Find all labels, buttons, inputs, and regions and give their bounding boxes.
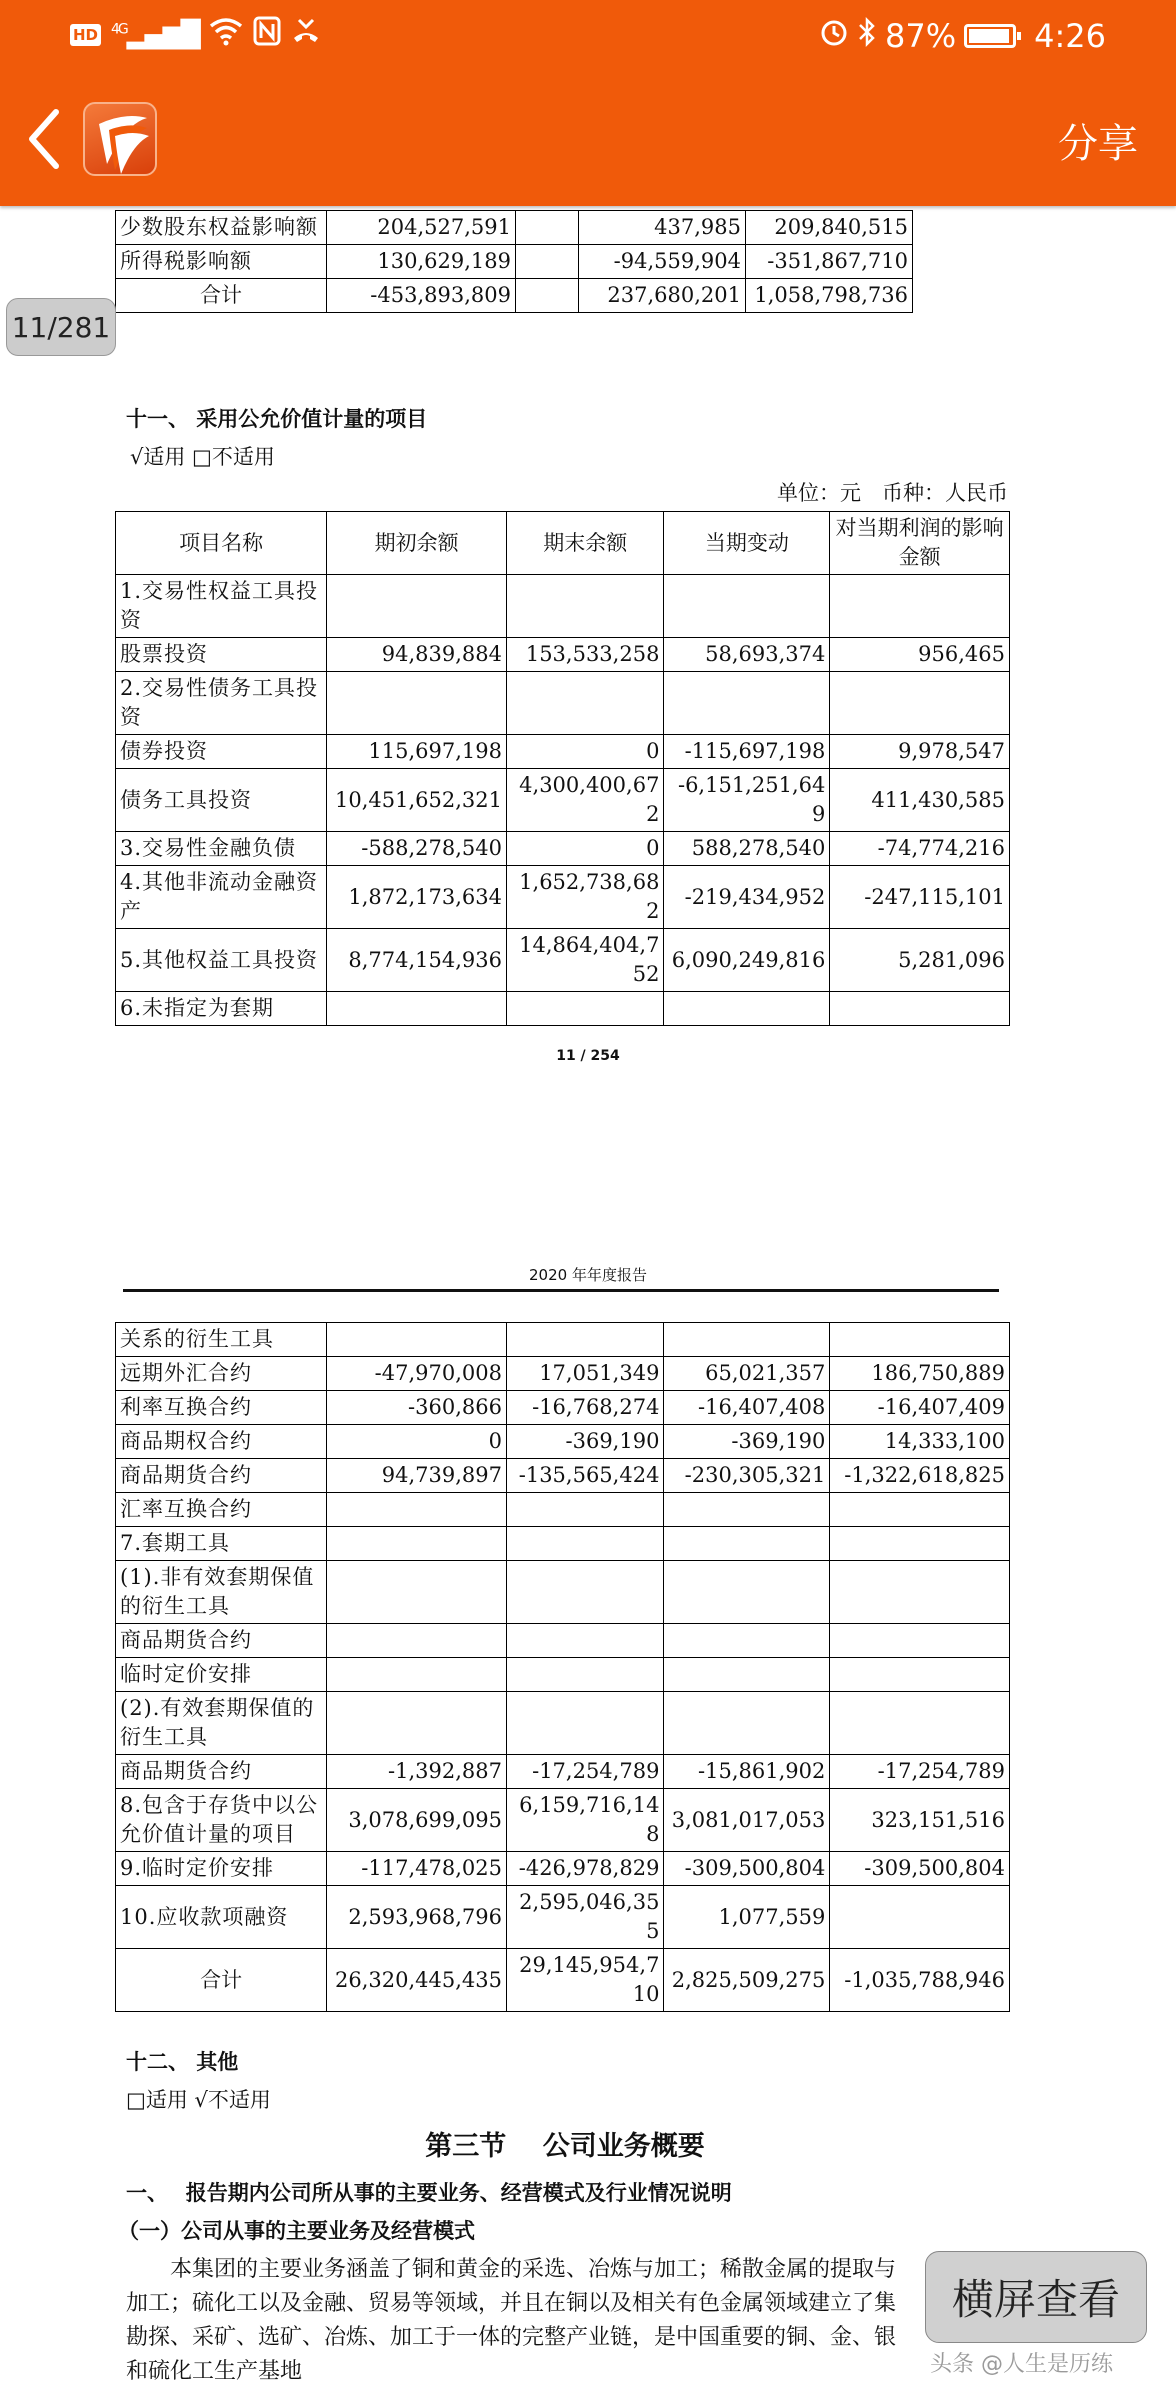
share-button[interactable]: 分享 — [1058, 121, 1138, 167]
cell — [506, 1692, 663, 1755]
battery-icon — [964, 24, 1016, 48]
cell — [327, 1527, 507, 1561]
cell: 323,151,516 — [830, 1789, 1010, 1852]
cell: -309,500,804 — [664, 1852, 830, 1886]
table-row — [116, 1852, 1010, 1886]
cell — [664, 1624, 830, 1658]
row-label: 6.未指定为套期 — [116, 992, 327, 1026]
row-label: 汇率互换合约 — [116, 1493, 327, 1527]
row-label: 3.交易性金融负债 — [116, 832, 327, 866]
cell: -369,190 — [664, 1425, 830, 1459]
cell — [506, 1493, 663, 1527]
cell: -15,861,902 — [664, 1755, 830, 1789]
cell — [327, 1658, 507, 1692]
network-type: 4G — [111, 21, 127, 38]
cell — [830, 1624, 1010, 1658]
table-row — [116, 832, 1010, 866]
cell: -351,867,710 — [746, 245, 913, 279]
cell: 1,872,173,634 — [327, 866, 507, 929]
cell — [506, 992, 663, 1026]
cell: 115,697,198 — [327, 735, 507, 769]
cell — [506, 1323, 663, 1357]
cell — [830, 672, 1010, 735]
table-row — [116, 1425, 1010, 1459]
table-row — [116, 1527, 1010, 1561]
row-label: 商品期权合约 — [116, 1425, 327, 1459]
header-profit-impact: 对当期利润的影响金额 — [830, 512, 1010, 575]
watermark: 头条 @人生是历练 — [930, 2352, 1113, 2377]
row-label: 利率互换合约 — [116, 1391, 327, 1425]
cell — [664, 1692, 830, 1755]
table-row — [116, 1624, 1010, 1658]
section-12-title: 十二、 其他 — [126, 2050, 239, 2074]
cell — [516, 211, 579, 245]
chapter-title: 第三节 公司业务概要 — [425, 2131, 705, 2162]
cell: 0 — [506, 735, 663, 769]
row-label: 合计 — [116, 1949, 327, 2012]
cell — [830, 1323, 1010, 1357]
cell: -588,278,540 — [327, 832, 507, 866]
cell — [327, 672, 507, 735]
table-row — [116, 1561, 1010, 1624]
cell: 6,090,249,816 — [664, 929, 830, 992]
cell: 9,978,547 — [830, 735, 1010, 769]
header-opening-balance: 期初余额 — [327, 512, 507, 575]
cell — [664, 575, 830, 638]
table-row — [116, 1391, 1010, 1425]
cell: -369,190 — [506, 1425, 663, 1459]
cell — [506, 1658, 663, 1692]
table-row — [116, 992, 1010, 1026]
cell: 10,451,652,321 — [327, 769, 507, 832]
battery-percent: 87% — [885, 17, 957, 55]
table-row-total — [116, 279, 913, 313]
cell: -17,254,789 — [830, 1755, 1010, 1789]
cell: 1,077,559 — [664, 1886, 830, 1949]
cell: -17,254,789 — [506, 1755, 663, 1789]
cell: 130,629,189 — [327, 245, 516, 279]
cell: 956,465 — [830, 638, 1010, 672]
cell — [327, 1561, 507, 1624]
row-label: 债务工具投资 — [116, 769, 327, 832]
cell: 3,078,699,095 — [327, 1789, 507, 1852]
row-label: 7.套期工具 — [116, 1527, 327, 1561]
cell: 94,739,897 — [327, 1459, 507, 1493]
cell — [327, 575, 507, 638]
table-row — [116, 1755, 1010, 1789]
cell: -74,774,216 — [830, 832, 1010, 866]
cell — [506, 1624, 663, 1658]
row-label: 商品期货合约 — [116, 1624, 327, 1658]
hd-icon: HD — [70, 24, 101, 46]
cell — [664, 672, 830, 735]
cell — [830, 1692, 1010, 1755]
nfc-icon — [253, 16, 281, 54]
table-row — [116, 245, 913, 279]
cell: -360,866 — [327, 1391, 507, 1425]
row-label: 关系的衍生工具 — [116, 1323, 327, 1357]
row-label: 10.应收款项融资 — [116, 1886, 327, 1949]
row-label: (2).有效套期保值的衍生工具 — [116, 1692, 327, 1755]
table-row — [116, 638, 1010, 672]
4g-signal-icon: $^{4G}$▂▄▆█ — [111, 20, 199, 50]
cell: 2,825,509,275 — [664, 1949, 830, 2012]
row-label: 临时定价安排 — [116, 1658, 327, 1692]
row-label: 少数股东权益影响额 — [116, 211, 327, 245]
cell — [830, 992, 1010, 1026]
table-row — [116, 1493, 1010, 1527]
cell — [830, 1561, 1010, 1624]
cell — [664, 1561, 830, 1624]
cell: -117,478,025 — [327, 1852, 507, 1886]
cell — [830, 1658, 1010, 1692]
table-row — [116, 866, 1010, 929]
table-row — [116, 1886, 1010, 1949]
cell — [664, 1527, 830, 1561]
cell — [506, 672, 663, 735]
cell: -94,559,904 — [579, 245, 746, 279]
back-button[interactable] — [24, 104, 64, 174]
row-label: 股票投资 — [116, 638, 327, 672]
cell: -1,322,618,825 — [830, 1459, 1010, 1493]
cell: 2,593,968,796 — [327, 1886, 507, 1949]
cell: 1,058,798,736 — [746, 279, 913, 313]
cell — [830, 1886, 1010, 1949]
section-11-applicability: √适用 □不适用 — [130, 445, 275, 469]
cell: 186,750,889 — [830, 1357, 1010, 1391]
cell: 4,300,400,672 — [506, 769, 663, 832]
cell: 65,021,357 — [664, 1357, 830, 1391]
landscape-view-button[interactable]: 横屏查看 — [925, 2251, 1147, 2343]
header-change: 当期变动 — [664, 512, 830, 575]
report-header: 2020 年年度报告 — [529, 1266, 647, 1284]
cell — [327, 1692, 507, 1755]
page-indicator: 11/281 — [6, 298, 116, 356]
cell — [506, 575, 663, 638]
cell: -219,434,952 — [664, 866, 830, 929]
row-label: 商品期货合约 — [116, 1755, 327, 1789]
row-label: 1.交易性权益工具投资 — [116, 575, 327, 638]
chevron-left-icon — [24, 104, 64, 174]
row-label: 9.临时定价安排 — [116, 1852, 327, 1886]
app-bar — [0, 0, 1176, 206]
cell — [506, 1527, 663, 1561]
cell: 58,693,374 — [664, 638, 830, 672]
cell — [327, 1323, 507, 1357]
cell: 26,320,445,435 — [327, 1949, 507, 2012]
cell: 17,051,349 — [506, 1357, 663, 1391]
row-label: 所得税影响额 — [116, 245, 327, 279]
missed-call-icon — [291, 16, 321, 54]
cell — [516, 245, 579, 279]
subsection-1-title: 一、 报告期内公司所从事的主要业务、经营模式及行业情况说明 — [126, 2181, 732, 2205]
cell — [327, 1624, 507, 1658]
header-rule — [123, 1289, 999, 1292]
cell: -115,697,198 — [664, 735, 830, 769]
cell: 0 — [506, 832, 663, 866]
cell: -16,407,408 — [664, 1391, 830, 1425]
cell: -16,768,274 — [506, 1391, 663, 1425]
cell — [830, 1493, 1010, 1527]
section-12-applicability: □适用 √不适用 — [126, 2088, 271, 2112]
bluetooth-icon — [857, 16, 877, 56]
cell: 8,774,154,936 — [327, 929, 507, 992]
cell: 1,652,738,682 — [506, 866, 663, 929]
table-row — [116, 1323, 1010, 1357]
table-row — [116, 211, 913, 245]
row-label: 商品期货合约 — [116, 1459, 327, 1493]
cell: -247,115,101 — [830, 866, 1010, 929]
cell — [327, 992, 507, 1026]
cell: 588,278,540 — [664, 832, 830, 866]
row-label: 5.其他权益工具投资 — [116, 929, 327, 992]
table-row — [116, 1692, 1010, 1755]
table-row — [116, 735, 1010, 769]
table-header-row — [116, 512, 1010, 575]
cell: -309,500,804 — [830, 1852, 1010, 1886]
row-label: 2.交易性债务工具投资 — [116, 672, 327, 735]
header-closing-balance: 期末余额 — [506, 512, 663, 575]
cell — [830, 575, 1010, 638]
cell: 237,680,201 — [579, 279, 746, 313]
cell — [506, 1561, 663, 1624]
cell — [664, 1323, 830, 1357]
cell: 29,145,954,710 — [506, 1949, 663, 2012]
cell — [664, 992, 830, 1026]
cell: -453,893,809 — [327, 279, 516, 313]
cell — [327, 1493, 507, 1527]
row-label: 远期外汇合约 — [116, 1357, 327, 1391]
fair-value-table-part1 — [115, 511, 1010, 1026]
cell: 3,081,017,053 — [664, 1789, 830, 1852]
section-11-title: 十一、 采用公允价值计量的项目 — [126, 407, 428, 431]
table-row — [116, 575, 1010, 638]
cell: 411,430,585 — [830, 769, 1010, 832]
cell — [664, 1493, 830, 1527]
row-label: (1).非有效套期保值的衍生工具 — [116, 1561, 327, 1624]
cell — [830, 1527, 1010, 1561]
row-label: 4.其他非流动金融资产 — [116, 866, 327, 929]
status-bar — [0, 14, 1176, 58]
cell: 204,527,591 — [327, 211, 516, 245]
cell: -230,305,321 — [664, 1459, 830, 1493]
row-label: 合计 — [116, 279, 327, 313]
cell: -1,392,887 — [327, 1755, 507, 1789]
body-paragraph: 本集团的主要业务涵盖了铜和黄金的采选、冶炼与加工；稀散金属的提取与加工；硫化工以及金融、贸易等领域，并且在铜以及相关有色金属领域建立了集勘探、采矿、选矿、冶炼、加工于一体的完整产业链，是中国重要的铜、金、银和硫化工生产基地 — [126, 2257, 897, 2384]
table-row — [116, 769, 1010, 832]
brand-logo-icon — [85, 104, 157, 176]
fair-value-table-part2 — [115, 1322, 1010, 2012]
table-row — [116, 672, 1010, 735]
cell: -16,407,409 — [830, 1391, 1010, 1425]
table-row — [116, 1357, 1010, 1391]
table-row-total — [116, 1949, 1010, 2012]
cell: 94,839,884 — [327, 638, 507, 672]
cell: -426,978,829 — [506, 1852, 663, 1886]
clock: 4:26 — [1034, 17, 1106, 55]
cell: 437,985 — [579, 211, 746, 245]
alarm-icon — [819, 17, 849, 55]
table-row — [116, 1789, 1010, 1852]
table-row — [116, 929, 1010, 992]
cell: 209,840,515 — [746, 211, 913, 245]
cell: -6,151,251,649 — [664, 769, 830, 832]
cell: 153,533,258 — [506, 638, 663, 672]
cell: 5,281,096 — [830, 929, 1010, 992]
cell: -135,565,424 — [506, 1459, 663, 1493]
cell: 2,595,046,355 — [506, 1886, 663, 1949]
cell: -47,970,008 — [327, 1357, 507, 1391]
cell: -1,035,788,946 — [830, 1949, 1010, 2012]
row-label: 8.包含于存货中以公允价值计量的项目 — [116, 1789, 327, 1852]
table-row — [116, 1459, 1010, 1493]
unit-label: 单位：元 币种：人民币 — [777, 481, 1008, 505]
cell: 6,159,716,148 — [506, 1789, 663, 1852]
cell: 0 — [327, 1425, 507, 1459]
cell — [664, 1658, 830, 1692]
wifi-icon — [209, 16, 243, 54]
cell: 14,864,404,752 — [506, 929, 663, 992]
page-footer: 11 / 254 — [556, 1048, 620, 1064]
header-item-name: 项目名称 — [116, 512, 327, 575]
cell: 14,333,100 — [830, 1425, 1010, 1459]
cell — [516, 279, 579, 313]
income-impact-table — [115, 210, 913, 313]
table-row — [116, 1658, 1010, 1692]
subsection-1-1-title: （一）公司从事的主要业务及经营模式 — [118, 2219, 475, 2243]
row-label: 债券投资 — [116, 735, 327, 769]
app-logo[interactable] — [83, 102, 157, 176]
